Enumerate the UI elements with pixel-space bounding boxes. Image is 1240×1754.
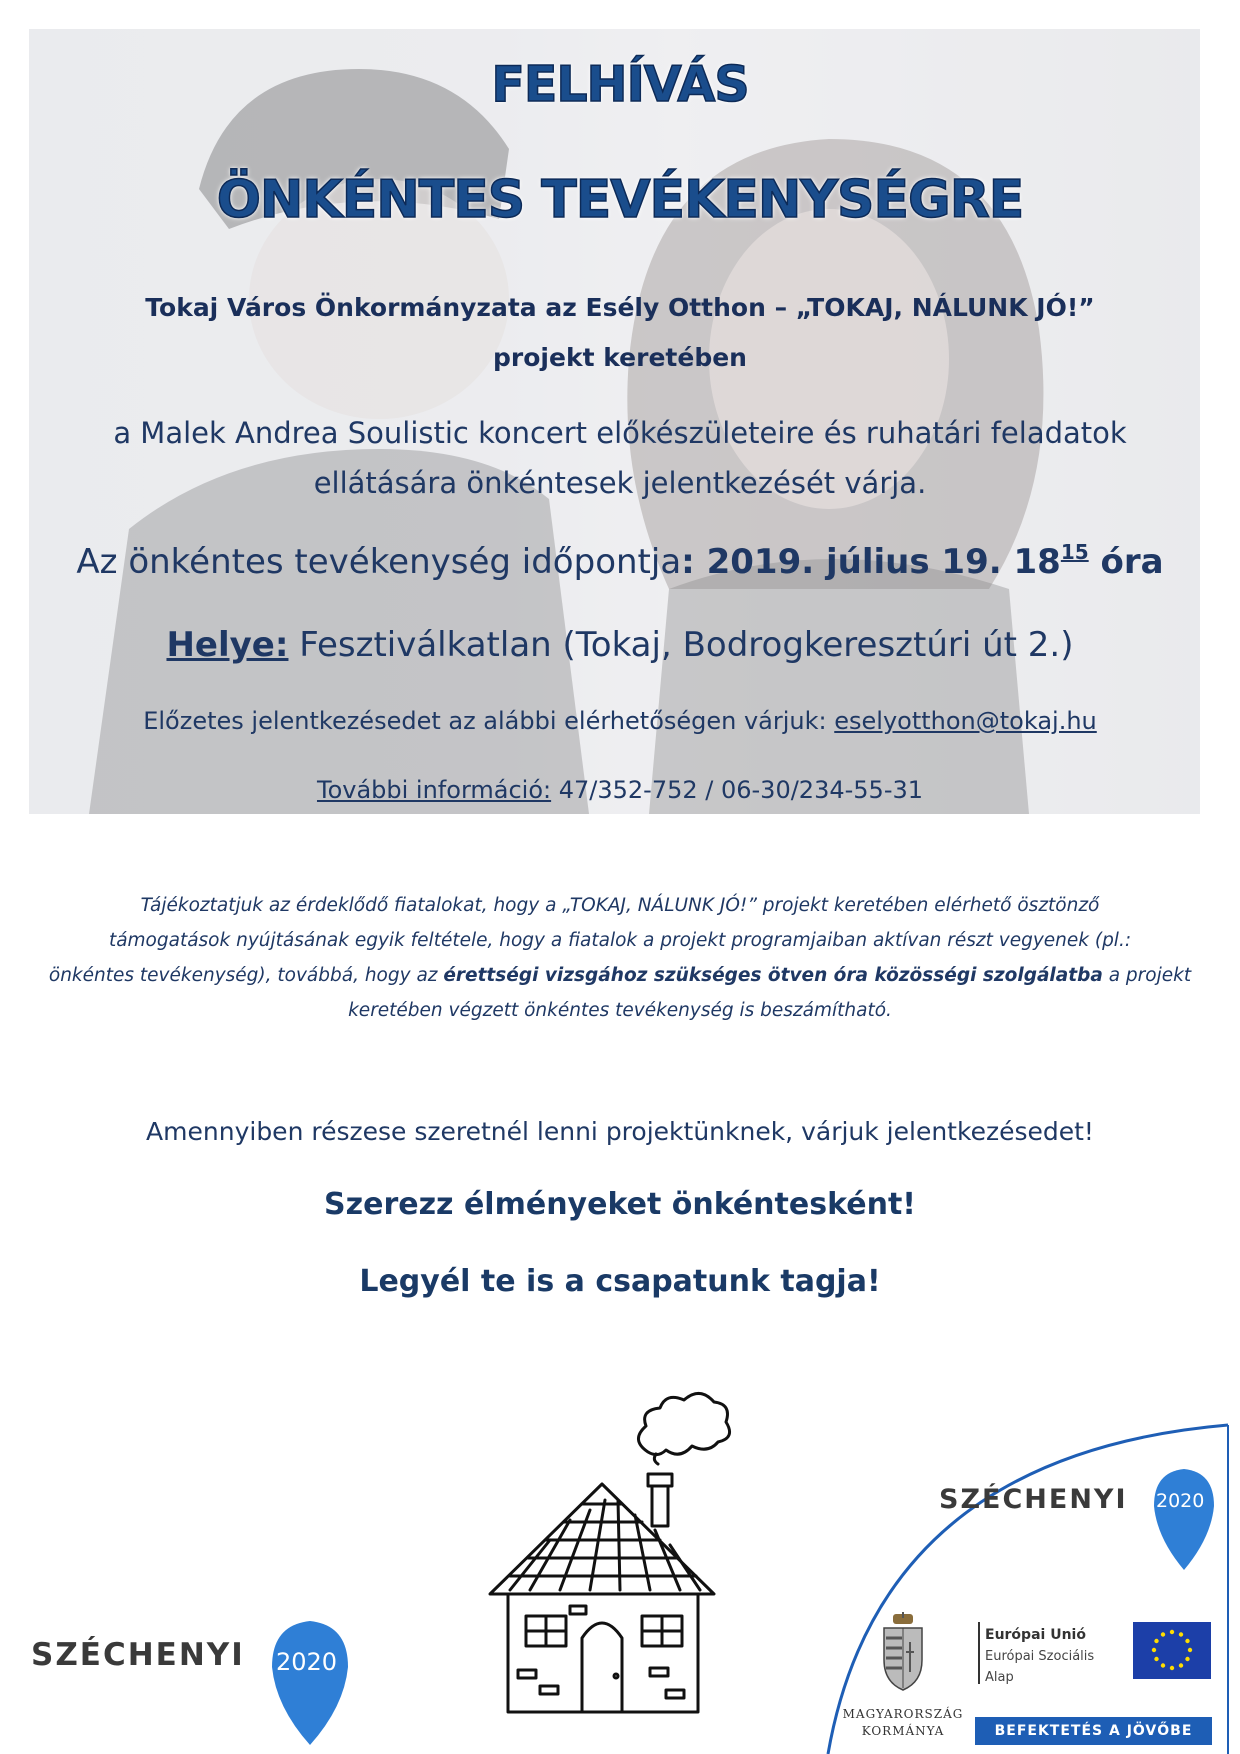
event-date xyxy=(0,540,1240,582)
year-right: 2020 xyxy=(1156,1490,1205,1512)
info-label: További információ: xyxy=(316,776,552,804)
notice-line-3-pre: önkéntes tevékenység), továbbá, hogy az xyxy=(48,965,444,986)
coat-of-arms-icon xyxy=(880,1612,926,1692)
apply-line xyxy=(0,707,1240,735)
szechenyi-logo-right-text: SZÉCHENYI xyxy=(939,1484,1128,1515)
organizer-line-1: Tokaj Város Önkormányzata az Esély Otthon – „TOKAJ, NÁLUNK JÓ!” xyxy=(145,293,1095,322)
slogan-2: Legyél te is a csapatunk tagja! xyxy=(359,1264,881,1299)
apply-text: Előzetes jelentkezésedet az alábbi elérhetőségen várjuk: xyxy=(143,707,835,735)
government-line-2: KORMÁNYA xyxy=(861,1724,945,1738)
date-colon: : xyxy=(681,542,695,582)
investment-banner: BEFEKTETÉS A JÖVŐBE xyxy=(975,1717,1212,1745)
year-left: 2020 xyxy=(276,1648,338,1676)
notice-line-3 xyxy=(0,965,1240,986)
date-minutes: 15 xyxy=(1060,540,1089,564)
szechenyi-pin-icon-left xyxy=(268,1617,352,1747)
invite-text: Amennyiben részese szeretnél lenni projektünknek, várjuk jelentkezésedet! xyxy=(146,1117,1094,1146)
description-line-2: ellátására önkéntesek jelentkezését várja. xyxy=(313,466,927,500)
slogan-1: Szerezz élményeket önkéntesként! xyxy=(324,1187,916,1222)
government-line-1: MAGYARORSZÁG xyxy=(842,1707,964,1721)
szechenyi-pin-icon-right xyxy=(1151,1466,1217,1572)
date-label: Az önkéntes tevékenység időpontja xyxy=(76,542,682,582)
eu-subtitle-2: Alap xyxy=(985,1670,1014,1685)
eu-subtitle-1: Európai Szociális xyxy=(985,1649,1095,1664)
email-link[interactable]: eselyotthon@tokaj.hu xyxy=(834,707,1097,735)
title-line-1: FELHÍVÁS xyxy=(491,56,749,113)
organizer-line-2: projekt keretében xyxy=(493,343,747,372)
notice-line-1: Tájékoztatjuk az érdeklődő fiatalokat, hogy a „TOKAJ, NÁLUNK JÓ!” projekt keretében elérhető ösztönző xyxy=(140,895,1100,916)
szechenyi-logo-left-text: SZÉCHENYI xyxy=(31,1637,245,1673)
place-label: Helye: xyxy=(166,625,289,665)
phone-numbers: 47/352-752 / 06-30/234-55-31 xyxy=(551,776,924,804)
eu-title: Európai Unió xyxy=(985,1627,1086,1643)
eu-divider xyxy=(978,1622,980,1684)
info-line xyxy=(0,776,1240,804)
notice-line-3-bold: érettségi vizsgához szükséges ötven óra közösségi szolgálatba xyxy=(443,965,1103,986)
date-value: 2019. július 19. 18 xyxy=(694,542,1061,582)
house-drawing-icon xyxy=(470,1380,740,1720)
description-line-1: a Malek Andrea Soulistic koncert előkészületeire és ruhatári feladatok xyxy=(113,416,1127,450)
title-line-2: ÖNKÉNTES TEVÉKENYSÉGRE xyxy=(216,170,1024,230)
event-place xyxy=(0,625,1240,665)
place-value: Fesztiválkatlan (Tokaj, Bodrogkeresztúri út 2.) xyxy=(288,625,1074,665)
notice-line-3-post: a projekt xyxy=(1102,965,1192,986)
eu-flag-icon xyxy=(1133,1622,1211,1679)
notice-line-4: keretében végzett önkéntes tevékenység is beszámítható. xyxy=(348,1000,892,1021)
date-suffix: óra xyxy=(1088,542,1164,582)
notice-line-2: támogatások nyújtásának egyik feltétele, hogy a fiatalok a projekt programjaiban aktívan részt vegyenek (pl.: xyxy=(108,930,1132,951)
